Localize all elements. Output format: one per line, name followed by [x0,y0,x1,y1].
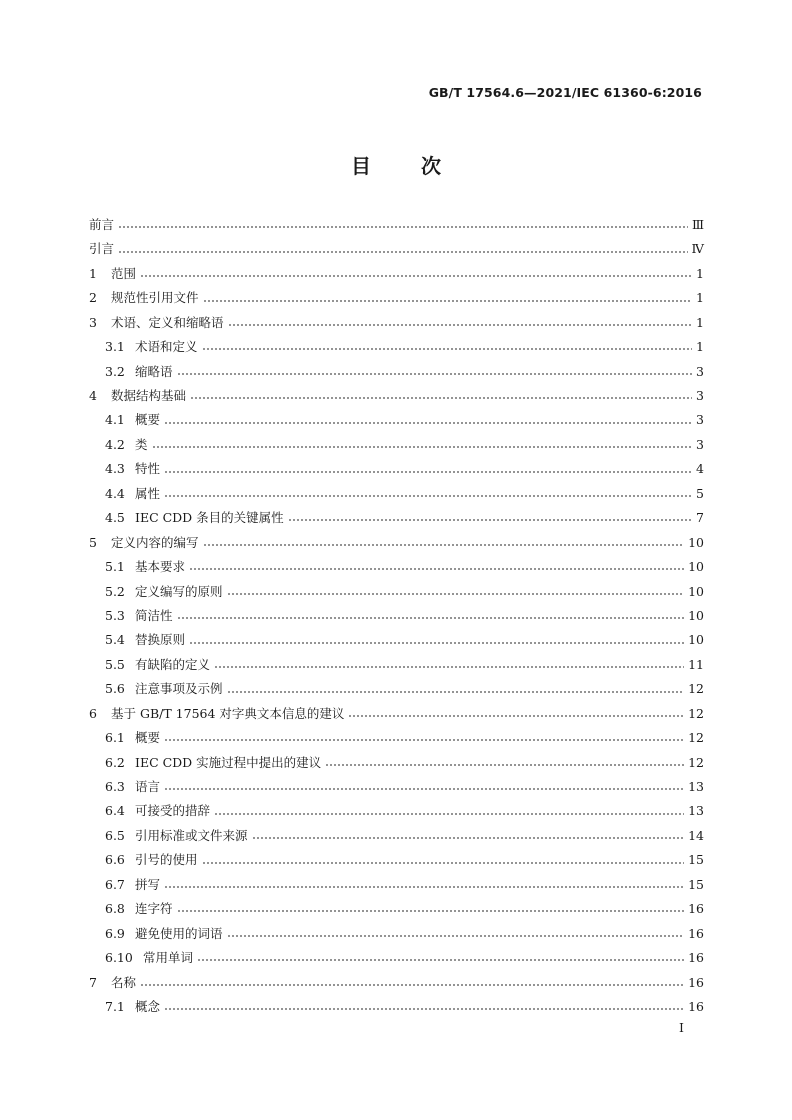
toc-entry-number: 6.8 [105,901,125,917]
toc-entry-number: 4 [89,388,97,404]
toc-entry-number: 6 [89,705,97,721]
toc-entry[interactable] [89,262,704,286]
toc-dot-leader [288,519,692,521]
toc-dot-leader [118,226,688,228]
toc-entry-label: 范围 [111,265,137,281]
toc-entry-number: 3 [89,314,97,330]
toc-dot-leader [202,862,685,864]
toc-entry-number: 3.2 [105,363,125,379]
toc-entry-number: 2 [89,290,97,306]
toc-dot-leader [164,495,692,497]
toc-entry[interactable] [89,800,704,824]
toc-dot-leader [189,568,684,570]
toc-entry-page: 12 [688,754,704,770]
table-of-contents [89,213,704,1019]
toc-entry[interactable] [89,628,704,652]
toc-entry-label: 语言 [135,779,161,795]
toc-entry-page: 10 [688,607,704,623]
toc-dot-leader [164,422,692,424]
toc-entry[interactable] [89,873,704,897]
toc-entry-label: IEC CDD 实施过程中提出的建议 [135,754,322,770]
toc-entry-label: 引用标准或文件来源 [135,827,248,843]
toc-entry-page: 13 [688,779,704,795]
toc-dot-leader [164,1008,684,1010]
toc-entry-page: 3 [696,412,704,428]
toc-entry-label: 连字符 [135,901,173,917]
toc-entry-label: 前言 [89,216,115,232]
toc-entry-page: 16 [688,998,704,1014]
toc-dot-leader [227,691,685,693]
toc-dot-leader [203,544,685,546]
toc-dot-leader [325,764,684,766]
toc-dot-leader [152,446,692,448]
toc-entry-page: 3 [696,436,704,452]
toc-entry-number: 6.9 [105,925,125,941]
toc-entry-number: 3.1 [105,339,125,355]
toc-entry-page: 10 [688,559,704,575]
toc-entry-page: 1 [696,339,704,355]
toc-entry-label: 术语和定义 [135,339,198,355]
toc-entry-label: 类 [135,436,148,452]
toc-entry-label: 基于 GB/T 17564 对字典文本信息的建议 [111,705,345,721]
toc-entry[interactable] [89,848,704,872]
toc-entry-label: 定义编写的原则 [135,583,223,599]
toc-entry-page: Ⅳ [691,241,704,257]
toc-dot-leader [164,471,692,473]
toc-entry-page: 12 [688,681,704,697]
toc-entry-label: IEC CDD 条目的关键属性 [135,510,284,526]
toc-entry[interactable] [89,286,704,310]
toc-dot-leader [140,275,692,277]
toc-entry[interactable] [89,824,704,848]
toc-entry[interactable] [89,726,704,750]
toc-entry-label: 缩略语 [135,363,173,379]
toc-entry-label: 基本要求 [135,559,186,575]
toc-entry-label: 替换原则 [135,632,186,648]
toc-entry[interactable] [89,311,704,335]
toc-entry[interactable] [89,384,704,408]
toc-dot-leader [252,837,685,839]
toc-entry[interactable] [89,751,704,775]
toc-entry-label: 简洁性 [135,607,173,623]
toc-entry-page: 12 [688,705,704,721]
toc-entry-number: 5.1 [105,559,125,575]
toc-dot-leader [164,788,684,790]
toc-entry-page: 16 [688,901,704,917]
toc-entry-label: 引号的使用 [135,852,198,868]
toc-entry-number: 6.2 [105,754,125,770]
toc-entry-page: 3 [696,363,704,379]
toc-entry-number: 6.5 [105,827,125,843]
toc-entry-number: 7.1 [105,998,125,1014]
toc-entry-number: 5.4 [105,632,125,648]
toc-entry-label: 名称 [111,974,137,990]
toc-entry[interactable] [89,995,704,1019]
toc-entry-number: 5.2 [105,583,125,599]
toc-entry[interactable] [89,531,704,555]
toc-entry[interactable] [89,897,704,921]
toc-dot-leader [177,617,685,619]
toc-entry-page: 15 [688,852,704,868]
toc-dot-leader [197,959,684,961]
toc-entry[interactable] [89,335,704,359]
toc-entry-page: 1 [696,265,704,281]
toc-entry[interactable] [89,922,704,946]
toc-entry-label: 定义内容的编写 [111,534,199,550]
toc-entry-number: 5.5 [105,656,125,672]
toc-entry[interactable] [89,604,704,628]
toc-dot-leader [118,251,687,253]
toc-dot-leader [140,984,684,986]
toc-entry-number: 4.3 [105,461,125,477]
toc-entry-page: 16 [688,974,704,990]
document-header: GB/T 17564.6—2021/IEC 61360-6:2016 [428,85,702,100]
toc-dot-leader [190,397,692,399]
toc-entry-label: 规范性引用文件 [111,290,199,306]
toc-entry-page: 13 [688,803,704,819]
toc-entry[interactable] [89,555,704,579]
toc-entry-number: 6.7 [105,876,125,892]
toc-entry-number: 4.4 [105,485,125,501]
toc-entry-label: 避免使用的词语 [135,925,223,941]
toc-entry-number: 5.6 [105,681,125,697]
toc-entry-label: 拼写 [135,876,161,892]
toc-entry[interactable] [89,237,704,261]
toc-entry-number: 5 [89,534,97,550]
toc-entry-number: 4.2 [105,436,125,452]
toc-entry[interactable] [89,457,704,481]
title-char-1: 目 [351,154,371,178]
toc-dot-leader [164,886,684,888]
toc-entry[interactable] [89,775,704,799]
page-number: Ⅰ [679,1020,684,1035]
toc-entry-number: 4.1 [105,412,125,428]
toc-entry-number: 6.4 [105,803,125,819]
toc-entry[interactable] [89,213,704,237]
toc-entry-label: 概要 [135,412,161,428]
toc-entry[interactable] [89,506,704,530]
toc-entry-page: 10 [688,583,704,599]
toc-entry-page: 3 [696,388,704,404]
toc-entry-label: 数据结构基础 [111,388,187,404]
toc-entry-number: 1 [89,265,97,281]
toc-entry-page: 4 [696,461,704,477]
toc-entry-page: 10 [688,534,704,550]
toc-dot-leader [177,910,685,912]
toc-dot-leader [203,300,692,302]
toc-entry-page: 10 [688,632,704,648]
toc-entry[interactable] [89,702,704,726]
toc-entry-label: 概要 [135,730,161,746]
toc-entry-page: 15 [688,876,704,892]
toc-entry[interactable] [89,946,704,970]
toc-entry-label: 有缺陷的定义 [135,656,211,672]
toc-dot-leader [202,348,692,350]
toc-dot-leader [189,642,684,644]
toc-entry-page: 5 [696,485,704,501]
page-title [0,150,792,179]
toc-entry-number: 6.10 [105,950,133,966]
toc-dot-leader [227,935,685,937]
toc-dot-leader [214,666,684,668]
toc-entry-page: 11 [688,656,704,672]
toc-entry-label: 属性 [135,485,161,501]
title-char-2: 次 [421,154,441,178]
toc-entry-page: 1 [696,290,704,306]
toc-entry-label: 可接受的措辞 [135,803,211,819]
toc-entry[interactable] [89,971,704,995]
toc-entry-number: 6.3 [105,779,125,795]
toc-entry-number: 6.1 [105,730,125,746]
toc-entry-number: 4.5 [105,510,125,526]
toc-entry-label: 常用单词 [143,950,194,966]
toc-dot-leader [228,324,692,326]
toc-entry[interactable] [89,360,704,384]
toc-entry-label: 注意事项及示例 [135,681,223,697]
toc-entry-number: 7 [89,974,97,990]
toc-entry[interactable] [89,677,704,701]
toc-dot-leader [177,373,692,375]
toc-dot-leader [348,715,684,717]
toc-entry-page: Ⅲ [691,216,704,232]
toc-entry[interactable] [89,482,704,506]
toc-entry-page: 1 [696,314,704,330]
toc-entry[interactable] [89,653,704,677]
toc-entry-label: 概念 [135,998,161,1014]
toc-entry-label: 特性 [135,461,161,477]
toc-entry[interactable] [89,409,704,433]
toc-entry-page: 16 [688,925,704,941]
toc-entry-page: 16 [688,950,704,966]
toc-entry-number: 6.6 [105,852,125,868]
toc-dot-leader [164,739,684,741]
toc-entry[interactable] [89,580,704,604]
toc-entry-page: 7 [696,510,704,526]
toc-entry[interactable] [89,433,704,457]
toc-entry-label: 引言 [89,241,115,257]
toc-entry-page: 14 [688,827,704,843]
toc-entry-number: 5.3 [105,607,125,623]
toc-entry-page: 12 [688,730,704,746]
toc-dot-leader [214,813,684,815]
toc-entry-label: 术语、定义和缩略语 [111,314,224,330]
toc-dot-leader [227,593,685,595]
